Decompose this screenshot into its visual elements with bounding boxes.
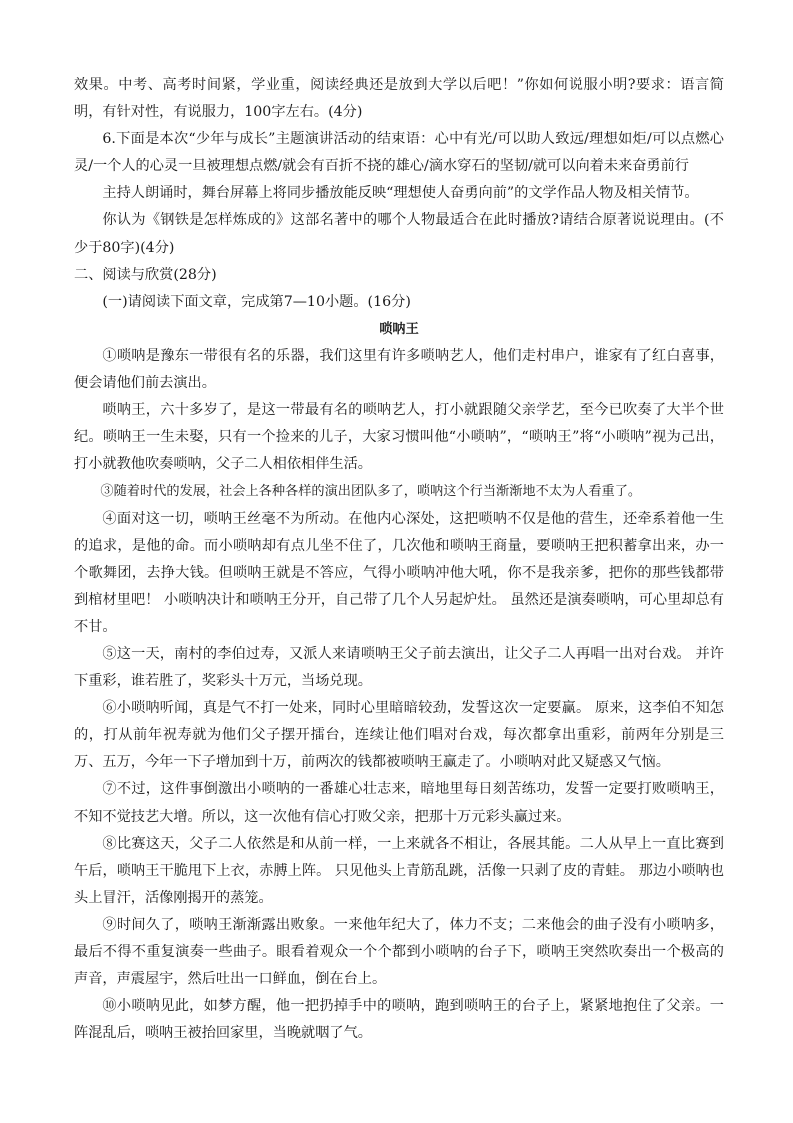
article-paragraph: ③随着时代的发展，社会上各种各样的演出团队多了，唢呐这个行当渐渐地不太为人看重了。 <box>100 484 642 500</box>
section-subheading: (一)请阅读下面文章，完成第7—10小题。(16分) <box>102 293 411 310</box>
question-6-host: 主持人朗诵时，舞台屏幕上将同步播放能反映“理想使人奋勇向前”的文学作品人物及相关情节。 <box>102 185 699 202</box>
section-heading: 二、阅读与欣赏(28分) <box>74 266 217 283</box>
question-6-ask: 你认为《钢铁是怎样炼成的》这部名著中的哪个人物最适合在此时播放?请结合原著说说理由。(不少于80字)(4分) <box>74 212 724 256</box>
article-paragraph: ⑦不过，这件事倒激出小唢呐的一番雄心壮志来，暗地里每日刻苦练功，发誓一定要打败唢呐王，不知不觉技艺大增。所以，这一次他有信心打败父亲，把那十万元彩头赢过来。 <box>74 781 724 825</box>
article-paragraph: ⑨时间久了，唢呐王渐渐露出败象。一来他年纪大了，体力不支；二来他会的曲子没有小唢呐多，最后不得不重复演奏一些曲子。眼看着观众一个个都到小唢呐的台子下，唢呐王突然吹奏出一个极高的声音，声震屋宇，然后吐出一口鲜血，倒在台上。 <box>74 916 724 988</box>
article-paragraph: ①唢呐是豫东一带很有名的乐器，我们这里有许多唢呐艺人，他们走村串户，谁家有了红白喜事，便会请他们前去演出。 <box>74 347 724 392</box>
question-6: 6.下面是本次“少年与成长”主题演讲活动的结束语：心中有光/可以助人致远/理想如炬/可以点燃心灵/一个人的心灵一旦被理想点燃/就会有百折不挠的雄心/滴水穿石的坚韧/就可以向着未来奋勇前行 <box>74 131 724 175</box>
article-paragraph: ⑥小唢呐听闻，真是气不打一处来，同时心里暗暗较劲，发誓这次一定要赢。 原来，这李伯不知怎的，打从前年祝寿就为他们父子摆开擂台，连续让他们唱对台戏，每次都拿出重彩，前两年分别是三万、五万，今年一下子增加到十万，前两次的钱都被唢呐王赢走了。小唢呐对此又疑惑又气恼。 <box>74 700 724 771</box>
article-paragraph: ⑩小唢呐见此，如梦方醒，他一把扔掉手中的唢呐，跑到唢呐王的台子上，紧紧地抱住了父亲。一阵混乱后，唢呐王被抬回家里，当晚就咽了气。 <box>74 998 724 1042</box>
article-paragraph: 唢呐王，六十多岁了，是这一带最有名的唢呐艺人，打小就跟随父亲学艺，至今已吹奏了大半个世纪。唢呐王一生未娶，只有一个捡来的儿子，大家习惯叫他“小唢呐”，“唢呐王”将“小唢呐”视为己出，打小就教他吹奏唢呐，父子二人相依相伴生活。 <box>74 402 724 473</box>
intro-text: 效果。中考、高考时间紧，学业重，阅读经典还是放到大学以后吧！”你如何说服小明?要求：语言简明，有针对性，有说服力，100字左右。(4分) <box>74 77 724 121</box>
article-paragraph: ⑤这一天，南村的李伯过寿，又派人来请唢呐王父子前去演出，让父子二人再唱一出对台戏。 并许下重彩，谁若胜了，奖彩头十万元，当场兑现。 <box>74 645 724 690</box>
article-paragraph: ④面对这一切，唢呐王丝毫不为所动。在他内心深处，这把唢呐不仅是他的营生，还牵系着他一生的追求，是他的命。而小唢呐却有点儿坐不住了，几次他和唢呐王商量，要唢呐王把积蓄拿出来，办一个歌舞团，去挣大钱。但唢呐王就是不答应，气得小唢呐冲他大吼，你不是我亲爹，把你的那些钱都带到棺材里吧！ 小唢呐决计和唢呐王分开，自己带了几个人另起炉灶。 虽然还是演奏唢呐，可心里却总有不甘。 <box>74 510 724 635</box>
article-paragraph: ⑧比赛这天，父子二人依然是和从前一样，一上来就各不相让，各展其能。二人从早上一直比赛到午后，唢呐王干脆甩下上衣，赤膊上阵。 只见他头上青筋乱跳，活像一只剥了皮的青蛙。 那边小唢呐也头上冒汗，活像刚揭开的蒸笼。 <box>74 835 724 906</box>
article-title: 唢呐王 <box>379 321 419 337</box>
document-page <box>74 72 724 1047</box>
